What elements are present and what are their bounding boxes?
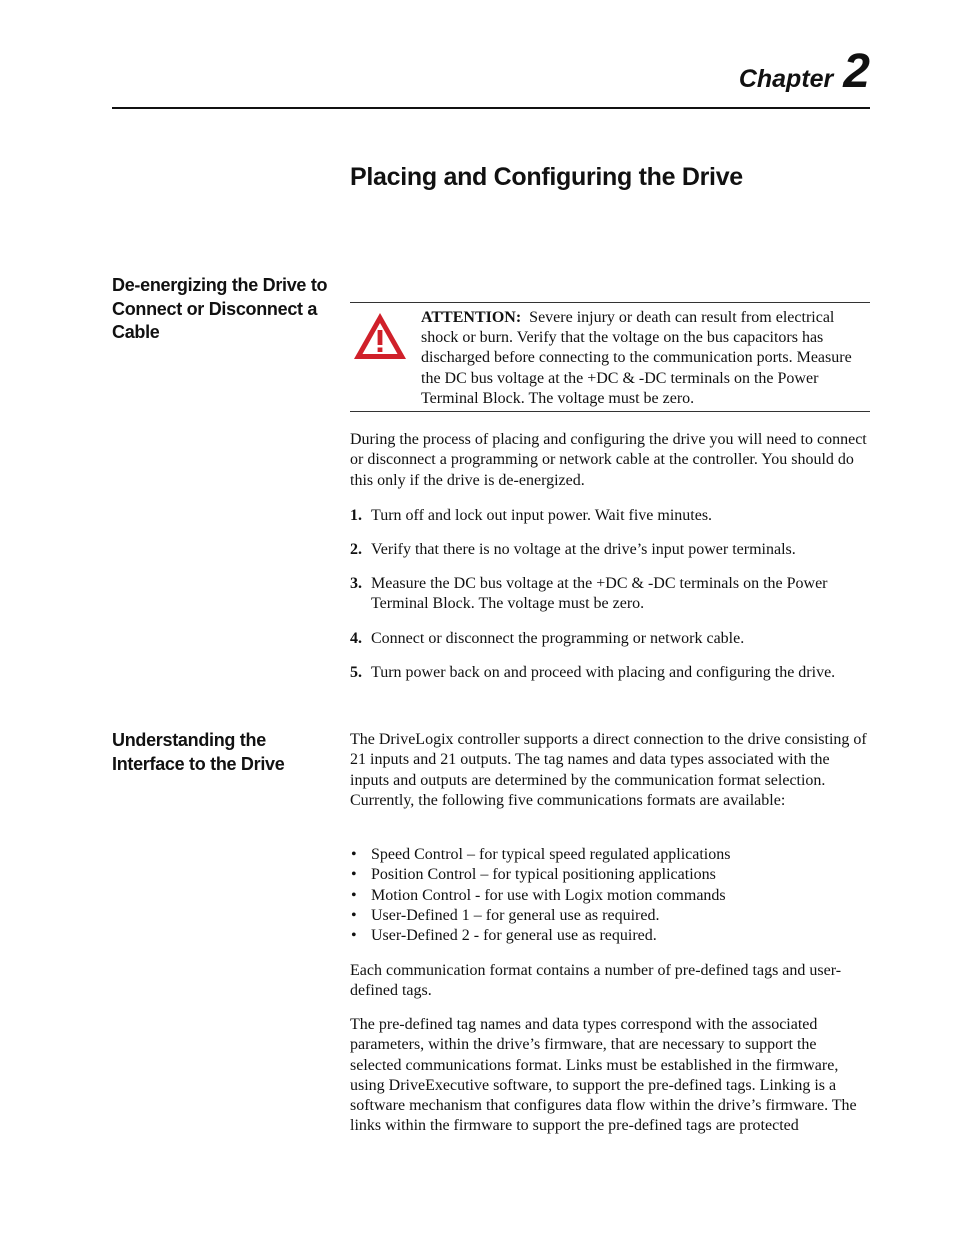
- step-number: 3.: [350, 575, 362, 592]
- section2-para2: Each communication format contains a number of pre-defined tags and user-defined tags.: [350, 962, 842, 1000]
- step-text: Turn power back on and proceed with placing and configuring the drive.: [371, 664, 836, 681]
- attention-box: [350, 302, 870, 412]
- list-item: • Speed Control – for typical speed regulated applications: [350, 845, 872, 865]
- step-item: [350, 629, 872, 649]
- step-number: 2.: [350, 541, 362, 558]
- step-item: [350, 663, 872, 683]
- step-number: 4.: [350, 630, 362, 647]
- step-text: Verify that there is no voltage at the drive’s input power terminals.: [371, 541, 796, 558]
- warning-icon: [352, 311, 408, 361]
- step-text: Measure the DC bus voltage at the +DC & -DC terminals on the Power Terminal Block. The voltage must be zero.: [371, 575, 828, 613]
- step-number: 1.: [350, 507, 362, 524]
- format-list: [350, 845, 872, 946]
- list-item: • User-Defined 2 - for general use as required.: [350, 926, 872, 946]
- section2-intro: The DriveLogix controller supports a direct connection to the drive consisting of 21 inputs and 21 outputs. The tag names and data types associated with the inputs and outputs are determined by the communication format selection. Currently, the following five communications formats are available:: [350, 731, 867, 809]
- chapter-label: Chapter: [738, 65, 834, 93]
- list-item: • Position Control – for typical positioning applications: [350, 865, 872, 885]
- step-item: [350, 540, 872, 560]
- attention-body: Severe injury or death can result from electrical shock or burn. Verify that the voltage on the bus capacitors has discharged before connecting to the communication ports. Measure the DC bus voltage at the +DC & -DC terminals on the Power Terminal Block. The voltage must be zero.: [421, 309, 852, 407]
- bullet-mark: •: [351, 906, 357, 924]
- step-item: [350, 506, 872, 526]
- bullet-mark: •: [351, 866, 357, 884]
- step-item: [350, 574, 872, 615]
- step-text: Turn off and lock out input power. Wait five minutes.: [371, 507, 713, 524]
- chapter-number: 2: [843, 45, 870, 98]
- section2-para3: The pre-defined tag names and data types correspond with the associated parameters, within the drive’s firmware, that are necessary to support the selected communications format. Links must be established in the firmware, using DriveExecutive software, to support the pre-defined tags. Linking is a software mechanism that configures data flow within the drive’s firmware. The links within the firmware to support the pre-defined tags are protected: [350, 1016, 857, 1135]
- bullet-mark: •: [351, 927, 357, 945]
- step-number: 5.: [350, 664, 362, 681]
- section1-intro: During the process of placing and configuring the drive you will need to connect or disconnect a programming or network cable at the controller. You should do this only if the drive is de-energized.: [350, 431, 867, 489]
- list-item: • Motion Control - for use with Logix motion commands: [350, 886, 872, 906]
- section-heading-interface: Understanding the Interface to the Drive: [112, 730, 285, 774]
- bullet-mark: •: [351, 886, 357, 904]
- step-text: Connect or disconnect the programming or network cable.: [371, 630, 745, 647]
- attention-text: [421, 308, 869, 409]
- attention-label: ATTENTION:: [421, 309, 522, 326]
- chapter-header: [738, 45, 870, 98]
- list-item: • User-Defined 1 – for general use as required.: [350, 906, 872, 926]
- chapter-title: Placing and Configuring the Drive: [350, 163, 743, 191]
- header-rule: [112, 107, 870, 109]
- section-heading-de-energizing: De-energizing the Drive to Connect or Disconnect a Cable: [112, 275, 328, 342]
- bullet-mark: •: [351, 846, 357, 863]
